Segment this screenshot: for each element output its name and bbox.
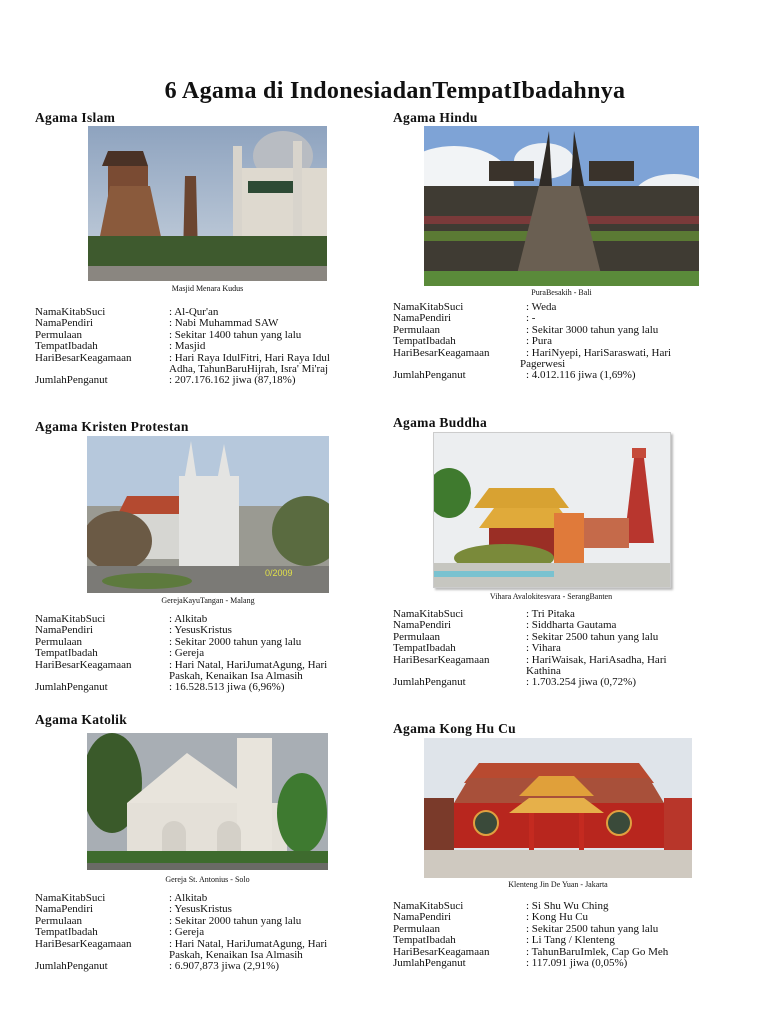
- value-jumlah: : 1.703.254 jiwa (0,72%): [526, 676, 636, 689]
- religion-info-kong-hu-cu: [393, 901, 723, 969]
- label-kitab: NamaKitabSuci: [35, 613, 106, 625]
- value-jumlah: : 4.012.116 jiwa (1,69%): [526, 369, 636, 382]
- label-tempat: TempatIbadah: [393, 335, 456, 348]
- value-permulaan: : Sekitar 2500 tahun yang lalu: [526, 922, 659, 935]
- chinese-temple-photo: [424, 738, 692, 878]
- photo-caption: Masjid Menara Kudus: [171, 284, 244, 293]
- label-hari: HariBesarKeagamaan: [35, 937, 132, 950]
- label-permulaan: Permulaan: [393, 630, 441, 643]
- value-hari-cont: Paskah, Kenaikan Isa Almasih: [169, 670, 303, 683]
- value-tempat: : Vihara: [526, 642, 561, 655]
- label-permulaan: Permulaan: [35, 914, 83, 927]
- label-hari: HariBesarKeagamaan: [35, 351, 132, 364]
- value-jumlah: : 207.176.162 jiwa (87,18%): [169, 374, 296, 387]
- value-kitab: : Alkitab: [169, 613, 208, 625]
- religion-info-kristen-protestan: [35, 614, 365, 694]
- label-jumlah: JumlahPenganut: [393, 676, 466, 689]
- value-hari-cont: Kathina: [526, 665, 561, 678]
- label-permulaan: Permulaan: [393, 922, 441, 935]
- label-tempat: TempatIbadah: [35, 647, 98, 660]
- label-pendiri: NamaPendiri: [35, 317, 94, 330]
- label-jumlah: JumlahPenganut: [393, 957, 466, 970]
- label-pendiri: NamaPendiri: [393, 911, 452, 924]
- value-kitab: : Weda: [526, 301, 557, 313]
- section-heading-katolik: Agama Katolik: [35, 712, 128, 727]
- section-heading-kong-hu-cu: Agama Kong Hu Cu: [393, 721, 516, 736]
- value-hari: : Hari Natal, HariJumatAgung, Hari: [169, 658, 328, 671]
- value-tempat: : Pura: [526, 335, 552, 348]
- value-hari-cont: Paskah, Kenaikan Isa Almasih: [169, 949, 303, 962]
- pagoda-vihara-photo: [433, 432, 671, 588]
- balinese-temple-photo: [424, 126, 699, 286]
- value-pendiri: : YesusKristus: [169, 624, 232, 637]
- value-jumlah: : 6.907,873 jiwa (2,91%): [169, 960, 279, 973]
- value-permulaan: : Sekitar 3000 tahun yang lalu: [526, 323, 659, 336]
- mosque-minaret-photo: [88, 126, 327, 281]
- value-permulaan: : Sekitar 1400 tahun yang lalu: [169, 328, 302, 341]
- photo-caption: GerejaKayuTangan - Malang: [161, 596, 255, 605]
- value-pendiri: : YesusKristus: [169, 903, 232, 916]
- label-jumlah: JumlahPenganut: [393, 369, 466, 382]
- label-pendiri: NamaPendiri: [35, 903, 94, 916]
- value-tempat: : Gereja: [169, 647, 205, 660]
- value-hari: : Hari Natal, HariJumatAgung, Hari: [169, 937, 328, 950]
- religion-info-islam: [35, 307, 365, 387]
- value-pendiri: : Siddharta Gautama: [526, 619, 617, 632]
- value-pendiri: : Kong Hu Cu: [526, 911, 589, 924]
- value-permulaan: : Sekitar 2000 tahun yang lalu: [169, 914, 302, 927]
- value-tempat: : Li Tang / Klenteng: [526, 934, 615, 947]
- section-heading-kristen-protestan: Agama Kristen Protestan: [35, 419, 189, 434]
- label-tempat: TempatIbadah: [393, 934, 456, 947]
- label-hari: HariBesarKeagamaan: [35, 658, 132, 671]
- value-tempat: : Gereja: [169, 926, 205, 939]
- value-kitab: : Tri Pitaka: [526, 608, 575, 620]
- label-permulaan: Permulaan: [35, 635, 83, 648]
- white-church-photo: [87, 733, 328, 870]
- label-permulaan: Permulaan: [393, 323, 441, 336]
- label-pendiri: NamaPendiri: [393, 619, 452, 632]
- value-tempat: : Masjid: [169, 340, 206, 353]
- label-kitab: NamaKitabSuci: [393, 608, 464, 620]
- value-hari: : TahunBaruImlek, Cap Go Meh: [526, 945, 669, 958]
- label-kitab: NamaKitabSuci: [393, 900, 464, 912]
- religion-info-katolik: [35, 893, 365, 973]
- label-kitab: NamaKitabSuci: [393, 301, 464, 313]
- label-tempat: TempatIbadah: [393, 642, 456, 655]
- value-pendiri: : Nabi Muhammad SAW: [169, 317, 279, 330]
- value-kitab: : Alkitab: [169, 892, 208, 904]
- value-kitab: : Si Shu Wu Ching: [526, 900, 609, 912]
- label-permulaan: Permulaan: [35, 328, 83, 341]
- value-permulaan: : Sekitar 2500 tahun yang lalu: [526, 630, 659, 643]
- section-heading-hindu: Agama Hindu: [393, 110, 478, 125]
- label-pendiri: NamaPendiri: [393, 312, 452, 325]
- section-heading-islam: Agama Islam: [35, 110, 116, 125]
- label-tempat: TempatIbadah: [35, 926, 98, 939]
- label-kitab: NamaKitabSuci: [35, 892, 106, 904]
- label-hari: HariBesarKeagamaan: [393, 346, 490, 359]
- value-jumlah: : 117.091 jiwa (0,05%): [526, 957, 628, 970]
- photo-caption: Klenteng Jin De Yuan - Jakarta: [508, 880, 608, 889]
- value-hari: : HariWaisak, HariAsadha, Hari: [526, 653, 667, 666]
- page-title: 6 Agama di IndonesiadanTempatIbadahnya: [164, 78, 626, 104]
- label-kitab: NamaKitabSuci: [35, 306, 106, 318]
- value-hari: : Hari Raya IdulFitri, Hari Raya Idul: [169, 351, 330, 364]
- photo-caption: Gereja St. Antonius - Solo: [165, 875, 250, 884]
- value-kitab: : Al-Qur'an: [169, 306, 219, 318]
- value-jumlah: : 16.528.513 jiwa (6,96%): [169, 681, 285, 694]
- value-hari: : HariNyepi, HariSaraswati, Hari: [526, 346, 672, 359]
- label-tempat: TempatIbadah: [35, 340, 98, 353]
- svg-text:0/2009: 0/2009: [265, 568, 293, 578]
- value-pendiri: : -: [526, 312, 536, 325]
- label-jumlah: JumlahPenganut: [35, 374, 108, 387]
- religion-info-buddha: [393, 609, 723, 689]
- label-hari: HariBesarKeagamaan: [393, 945, 490, 958]
- value-hari-cont: Pagerwesi: [520, 358, 566, 371]
- label-hari: HariBesarKeagamaan: [393, 653, 490, 666]
- value-permulaan: : Sekitar 2000 tahun yang lalu: [169, 635, 302, 648]
- label-jumlah: JumlahPenganut: [35, 681, 108, 694]
- religion-info-hindu: [393, 302, 723, 382]
- value-hari-cont: Adha, TahunBaruHijrah, Isra' Mi'raj: [169, 363, 329, 376]
- gothic-church-photo: [87, 436, 329, 593]
- label-jumlah: JumlahPenganut: [35, 960, 108, 973]
- label-pendiri: NamaPendiri: [35, 624, 94, 637]
- photo-caption: PuraBesakih - Bali: [531, 288, 592, 297]
- section-heading-buddha: Agama Buddha: [393, 415, 488, 430]
- photo-caption: Vihara Avalokitesvara - SerangBanten: [489, 592, 613, 601]
